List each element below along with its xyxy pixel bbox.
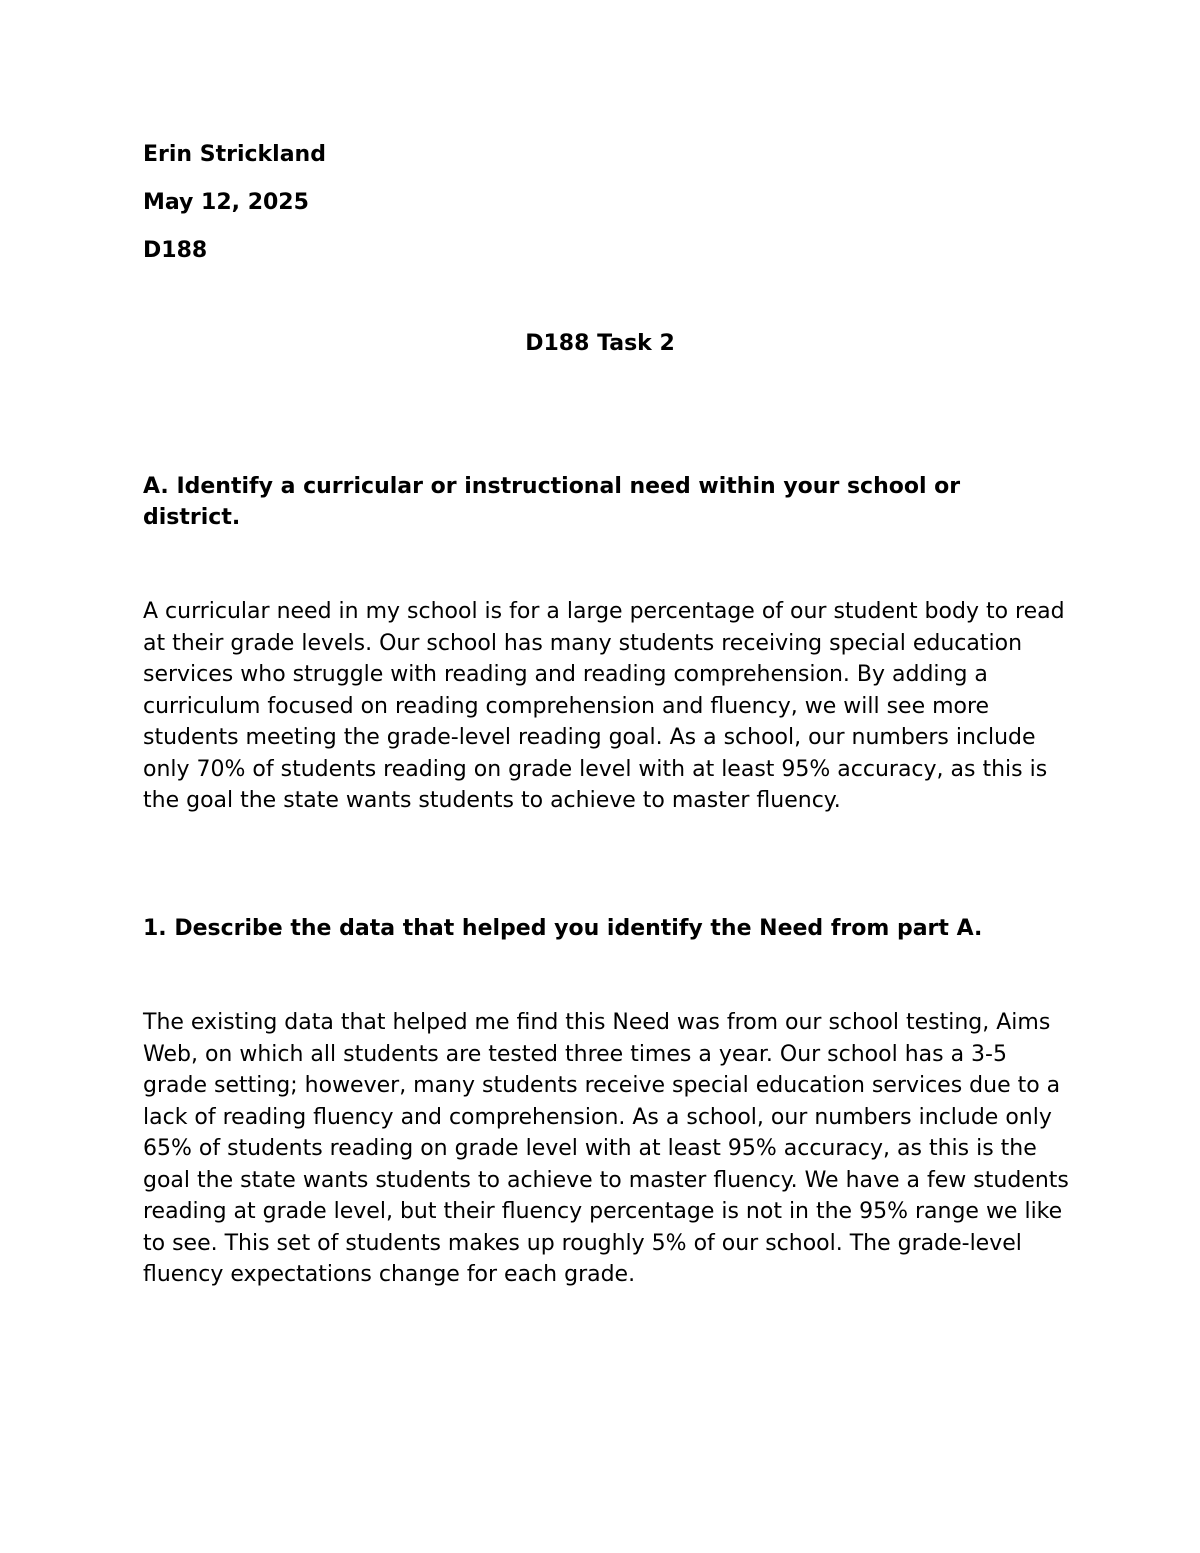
document-date: May 12, 2025 [143, 190, 309, 215]
section-1-body: The existing data that helped me find this Need was from our school testing, Aims Web, on which all students are tested three times a year. Our school has a 3-5 grade setting; however, many students receive special education services due to a lack of reading fluency and comprehension. As a school, our numbers include only 65% of students reading on grade level with at least 95% accuracy, as this is the goal the state wants students to achieve to master fluency. We have a few students reading at grade level, but their fluency percentage is not in the 95% range we like to see. This set of students makes up roughly 5% of our school. The grade-level fluency expectations change for each grade. [143, 1010, 1069, 1287]
section-1-heading: 1. Describe the data that helped you identify the Need from part A. [143, 916, 983, 941]
course-code: D188 [143, 238, 208, 263]
section-a-heading: A. Identify a curricular or instructional need within your school or district. [143, 474, 961, 530]
document-title: D188 Task 2 [525, 331, 675, 356]
section-a-body: A curricular need in my school is for a large percentage of our student body to read at their grade levels. Our school has many students receiving special education services who struggle with reading and reading comprehension. By adding a curriculum focused on reading comprehension and fluency, we will see more students meeting the grade-level reading goal. As a school, our numbers include only 70% of students reading on grade level with at least 95% accuracy, as this is the goal the state wants students to achieve to master fluency. [143, 599, 1065, 813]
author-name: Erin Strickland [143, 142, 326, 167]
